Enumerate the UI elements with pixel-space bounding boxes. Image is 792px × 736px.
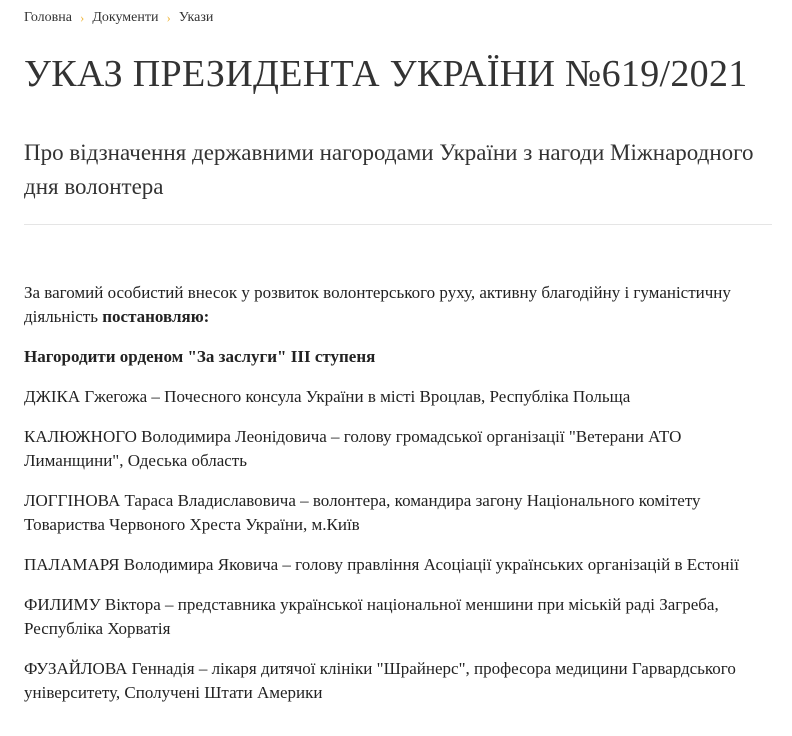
breadcrumb-documents[interactable]: Документи (92, 10, 159, 25)
breadcrumb (24, 0, 772, 26)
page-subtitle: Про відзначення державними нагородами України з нагоди Міжнародного дня волонтера (24, 140, 754, 199)
list-item: КАЛЮЖНОГО Володимира Леонідовича – голову громадської організації "Ветерани АТО Лиманщини", Одеська область (24, 427, 682, 470)
breadcrumb-decrees[interactable]: Укази (178, 10, 214, 25)
intro-paragraph (24, 281, 772, 329)
breadcrumb-home[interactable]: Головна (24, 10, 72, 25)
decree-body (24, 281, 772, 705)
award-heading-text: Нагородити орденом "За заслуги" ІІІ ступеня (24, 347, 376, 366)
award-heading (24, 345, 772, 369)
list-item: ЛОГГІНОВА Тараса Владиславовича – волонтера, командира загону Національного комітету Товариства Червоного Хреста України, м.Київ (24, 491, 701, 534)
list-item: ФИЛИМУ Віктора – представника української національної меншини при міській раді Загреба, Республіка Хорватія (24, 595, 719, 638)
intro-bold: постановляю: (102, 307, 210, 326)
chevron-right-icon: › (166, 10, 171, 25)
divider (24, 224, 772, 225)
intro-text: За вагомий особистий внесок у розвиток волонтерського руху, активну благодійну і гуманістичну діяльність (24, 283, 731, 326)
list-item: ДЖІКА Гжегожа – Почесного консула України в місті Вроцлав, Республіка Польща (24, 387, 631, 406)
list-item: ПАЛАМАРЯ Володимира Яковича – голову правління Асоціації українських організацій в Естонії (24, 555, 739, 574)
chevron-right-icon: › (79, 10, 85, 25)
page-title: УКАЗ ПРЕЗИДЕНТА УКРАЇНИ №619/2021 (24, 53, 748, 95)
list-item: ФУЗАЙЛОВА Геннадія – лікаря дитячої клініки "Шрайнерс", професора медицини Гарвардського університету, Сполучені Штати Америки (24, 659, 736, 702)
